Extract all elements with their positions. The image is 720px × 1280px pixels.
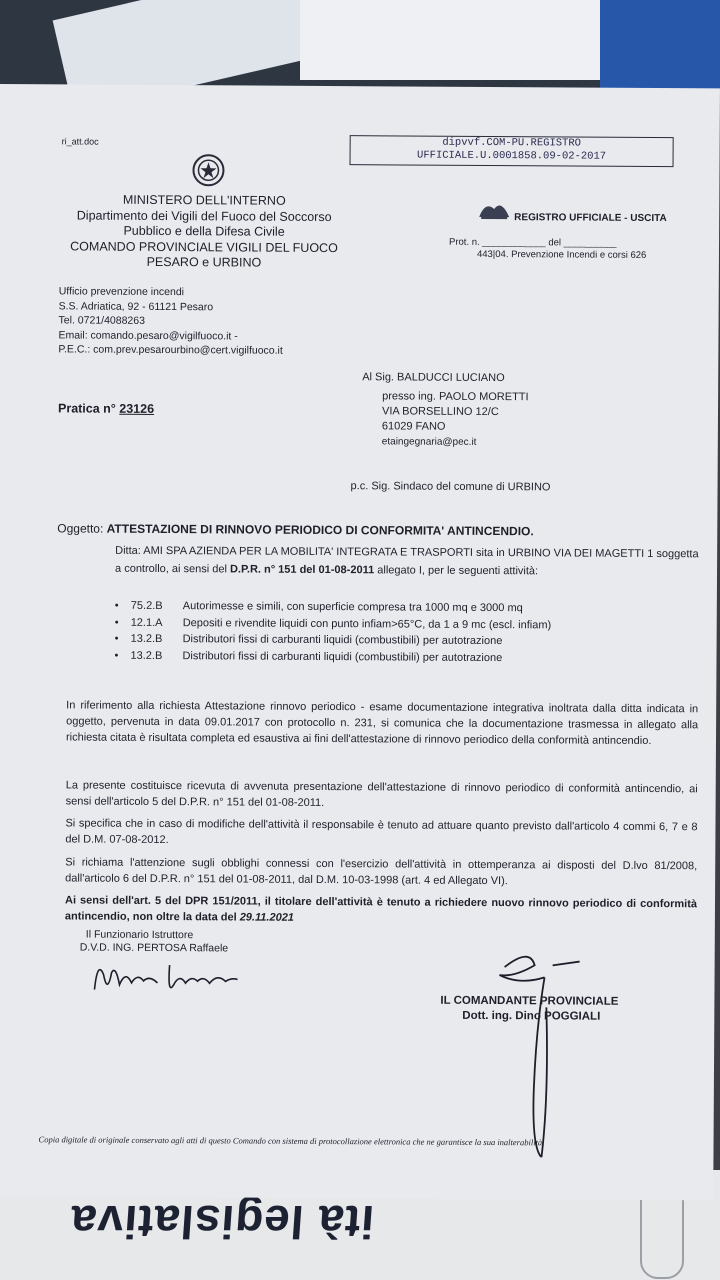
recipient-city: 61029 FANO — [381, 420, 446, 433]
file-name: ri_att.doc — [61, 136, 99, 147]
company-decree: D.P.R. n° 151 del 01-08-2011 — [229, 563, 375, 577]
recipient-block — [362, 370, 529, 450]
paragraph-modifications: Si specifica che in caso di modifiche dell'attività il responsabile è tenuto ad attuare quanto previsto dall'articolo 4 commi 6, 7 e 8 del D.M. 07-08-2012. — [65, 817, 698, 847]
activity-code: 13.2.B — [130, 649, 163, 662]
office-line-3: Tel. 0721/4088263 — [58, 314, 146, 327]
instructor-name: D.V.D. ING. PERTOSA Raffaele — [79, 941, 229, 955]
prot-ref-line: 443|04. Prevenzione Incendi e corsi 626 — [476, 248, 647, 261]
renewal-date: 29.11.2021 — [239, 911, 294, 924]
pratica-value: 23126 — [119, 401, 155, 416]
paragraph-renewal-deadline — [65, 892, 697, 928]
digital-copy-footer: Copia digitale di originale conservato agli atti di questo Comando con sistema di protocollazione elettronica che ne garantisce la sua inalterabilità. — [38, 1134, 545, 1148]
list-item: • 13.2.B Distributori fissi di carburanti liquidi (combustibili) per autotrazione — [114, 647, 551, 666]
per-conoscenza: p.c. Sig. Sindaco del comune di URBINO — [350, 480, 551, 494]
activity-text: Distributori fissi di carburanti liquidi (combustibili) per autotrazione — [182, 633, 503, 648]
activity-code: 75.2.B — [130, 599, 163, 613]
paragraph-request: In riferimento alla richiesta Attestazione rinnovo periodico - esame documentazione integrativa inoltrata dalla ditta indicata in oggetto, pervenuta in data 09.01.2017 con protocollo n. 231, si comunica che la documentazione trasmessa in allegato alla richiesta citata è risultata completa ed esaustiva ai fini dell'attestazione di rinnovo periodico della conformità antincendio. — [65, 699, 699, 747]
pratica-label: Pratica n° — [57, 401, 120, 416]
italian-republic-emblem-icon — [191, 153, 225, 187]
recipient-name: Al Sig. BALDUCCI LUCIANO — [362, 371, 505, 385]
instructor-block — [80, 929, 229, 956]
document-page — [0, 84, 720, 1200]
subject-label: Oggetto: — [57, 521, 107, 536]
ministry-line-4: COMANDO PROVINCIALE VIGILI DEL FUOCO — [70, 238, 338, 255]
recipient-pec: etaingegnaria@pec.it — [381, 436, 477, 448]
company-description — [115, 542, 705, 582]
company-text-a: Ditta: AMI SPA AZIENDA PER LA MOBILITA' INTEGRATA E TRASPORTI sita in URBINO VIA DEI MAGETTI 1 soggetta a controllo, ai sensi del — [115, 544, 699, 576]
instructor-title: Il Funzionario Istruttore — [85, 928, 194, 942]
list-item: • 13.2.B Distributori fissi di carburanti liquidi (combustibili) per autotrazione — [115, 631, 552, 650]
ministry-heading — [59, 192, 349, 271]
protocol-reference — [449, 237, 647, 262]
ministry-line-3: Pubblico e della Difesa Civile — [123, 223, 285, 239]
list-item: • 75.2.B Autorimesse e simili, con superficie compresa tra 1000 mq e 3000 mq — [115, 598, 552, 617]
renewal-text: Ai sensi dell'art. 5 del DPR 151/2011, il titolare dell'attività è tenuto a richiedere nuovo rinnovo periodico di conformità antincendio, non oltre la data del — [64, 894, 698, 924]
office-contacts — [58, 284, 283, 358]
office-line-1: Ufficio prevenzione incendi — [58, 285, 185, 299]
office-line-2: S.S. Adriatica, 92 - 61121 Pesaro — [58, 299, 214, 313]
registry-label: REGISTRO UFFICIALE - USCITA — [514, 212, 667, 225]
commander-title: IL COMANDANTE PROVINCIALE — [440, 994, 619, 1008]
commander-name: Dott. ing. Dino POGGIALI — [462, 1009, 601, 1023]
ministry-line-2: Dipartimento dei Vigili del Fuoco del Soccorso — [76, 207, 332, 224]
activity-code: 13.2.B — [130, 632, 163, 646]
subject-line — [57, 521, 534, 538]
pratica-number — [58, 401, 154, 416]
commander-signature-icon — [473, 947, 614, 1158]
protocol-stamp-box — [350, 135, 674, 167]
commander-block — [440, 994, 660, 1025]
office-line-4: Email: comando.pesaro@vigilfuoco.it - — [58, 328, 238, 342]
background-upside-down-text: ità legislativa — [68, 1196, 376, 1248]
ministry-line-5: PESARO e URBINO — [146, 254, 262, 270]
activity-text: Distributori fissi di carburanti liquidi (combustibili) per autotrazione — [182, 649, 503, 664]
protocol-line-1: dipvvf.COM-PU.REGISTRO — [442, 136, 581, 150]
activity-text: Depositi e rivendite liquidi con punto infiam>65°C, da 1 a 9 mc (escl. infiam) — [182, 616, 552, 631]
activity-list — [114, 598, 551, 667]
paragraph-receipt: La presente costituisce ricevuta di avvenuta presentazione dell'attestazione di rinnovo periodico di conformità antincendio, ai sensi dell'articolo 5 del D.P.R. n° 151 del 01-08-2011. — [65, 779, 698, 809]
recipient-presso: presso ing. PAOLO MORETTI — [382, 390, 529, 404]
company-text-b: allegato I, per le seguenti attività: — [374, 564, 539, 578]
blue-object — [600, 0, 720, 90]
activity-text: Autorimesse e simili, con superficie compresa tra 1000 mq e 3000 mq — [182, 600, 523, 615]
protocol-line-2: UFFICIALE.U.0001858.09-02-2017 — [417, 149, 607, 163]
registry-logo-icon — [477, 197, 511, 221]
paragraph-obligations: Si richiama l'attenzione sugli obblighi connessi con l'esercizio dell'attività in ottemperanza ai disposti del D.lvo 81/2008, dall'articolo 6 del D.P.R. n° 151 del 01-08-2011, dal D.M. 10-03-1998 (art. 4 ed Allegato VI). — [65, 856, 698, 888]
ministry-line-1: MINISTERO DELL'INTERNO — [122, 192, 286, 208]
list-item: • 12.1.A Depositi e rivendite liquidi con punto infiam>65°C, da 1 a 9 mc (escl. infiam) — [115, 614, 552, 633]
prot-number-line: Prot. n. ____________ del __________ — [449, 236, 617, 249]
activity-code: 12.1.A — [130, 616, 163, 629]
office-line-5: P.E.C.: com.prev.pesarourbino@cert.vigilfuoco.it — [58, 343, 283, 357]
recipient-street: VIA BORSELLINO 12/C — [381, 405, 499, 419]
instructor-signature-icon — [89, 955, 249, 1006]
subject-title: ATTESTAZIONE DI RINNOVO PERIODICO DI CONFORMITA' ANTINCENDIO. — [106, 521, 534, 539]
